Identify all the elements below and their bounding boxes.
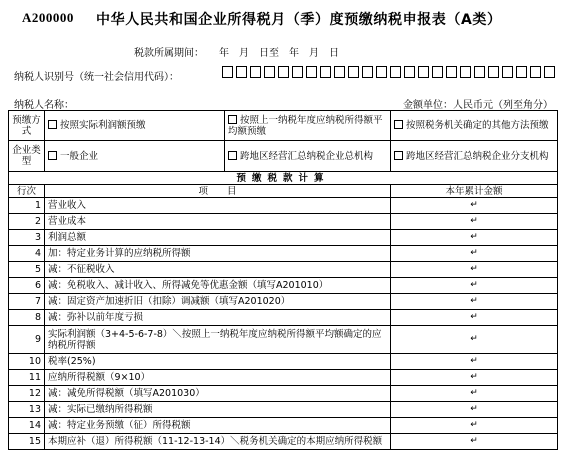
- line-no: 8: [9, 310, 45, 326]
- line-no: 13: [9, 402, 45, 418]
- line-no: 2: [9, 214, 45, 230]
- id-digit-box[interactable]: [446, 66, 457, 78]
- table-row: [9, 278, 558, 294]
- id-digit-box[interactable]: [264, 66, 275, 78]
- table-row: [9, 310, 558, 326]
- id-digit-box[interactable]: [348, 66, 359, 78]
- form-code: A200000: [22, 10, 74, 25]
- table-row: [9, 386, 558, 402]
- item-label: 本期应补（退）所得税额（11-12-13-14）＼税务机关确定的本期应纳所得税额: [45, 434, 391, 450]
- checkbox-icon[interactable]: [228, 151, 237, 160]
- prepay-option-actual[interactable]: 按照实际利润额预缴: [45, 111, 225, 141]
- id-digit-box[interactable]: [432, 66, 443, 78]
- line-no: 1: [9, 198, 45, 214]
- item-label: 实际利润额（3+4-5-6-7-8）＼按照上一纳税年度应纳税所得额平均额确定的应纳税所得额: [45, 326, 391, 354]
- checkbox-icon[interactable]: [394, 151, 403, 160]
- item-label: 税率(25%): [45, 354, 391, 370]
- item-label: 减：不征税收入: [45, 262, 391, 278]
- prepay-option-other[interactable]: 按照税务机关确定的其他方法预缴: [391, 111, 558, 141]
- taxpayer-id-label: 纳税人识别号（统一社会信用代码）：: [14, 72, 179, 83]
- line-no: 15: [9, 434, 45, 450]
- amount-cell[interactable]: ↵: [391, 246, 558, 262]
- amount-cell[interactable]: ↵: [391, 370, 558, 386]
- id-digit-box[interactable]: [236, 66, 247, 78]
- item-label: 应纳所得税额（9×10）: [45, 370, 391, 386]
- id-digit-box[interactable]: [516, 66, 527, 78]
- item-label: 减：减免所得税额（填写A201030）: [45, 386, 391, 402]
- table-row: [9, 294, 558, 310]
- id-digit-box[interactable]: [530, 66, 541, 78]
- item-label: 营业成本: [45, 214, 391, 230]
- id-digit-box[interactable]: [390, 66, 401, 78]
- line-no: 6: [9, 278, 45, 294]
- tax-form-table: [8, 110, 558, 450]
- table-row: [9, 434, 558, 450]
- line-no: 10: [9, 354, 45, 370]
- checkbox-icon[interactable]: [48, 151, 57, 160]
- id-digit-box[interactable]: [418, 66, 429, 78]
- table-row: [9, 214, 558, 230]
- item-label: 营业收入: [45, 198, 391, 214]
- amount-cell[interactable]: ↵: [391, 214, 558, 230]
- id-digit-box[interactable]: [376, 66, 387, 78]
- line-no: 4: [9, 246, 45, 262]
- line-no: 7: [9, 294, 45, 310]
- table-row: [9, 326, 558, 354]
- section-title: 预缴税款计算: [9, 172, 558, 185]
- table-row: [9, 418, 558, 434]
- amount-cell[interactable]: ↵: [391, 262, 558, 278]
- item-label: 减：免税收入、减计收入、所得减免等优惠金额（填写A201010）: [45, 278, 391, 294]
- id-digit-box[interactable]: [320, 66, 331, 78]
- amount-cell[interactable]: ↵: [391, 294, 558, 310]
- taxpayer-id-boxes[interactable]: [222, 66, 555, 80]
- id-digit-box[interactable]: [488, 66, 499, 78]
- id-digit-box[interactable]: [544, 66, 555, 78]
- id-digit-box[interactable]: [292, 66, 303, 78]
- amount-cell[interactable]: ↵: [391, 434, 558, 450]
- checkbox-icon[interactable]: [228, 115, 237, 124]
- amount-cell[interactable]: ↵: [391, 386, 558, 402]
- id-digit-box[interactable]: [250, 66, 261, 78]
- id-digit-box[interactable]: [502, 66, 513, 78]
- amount-cell[interactable]: ↵: [391, 230, 558, 246]
- item-label: 减：弥补以前年度亏损: [45, 310, 391, 326]
- table-row: [9, 246, 558, 262]
- id-digit-box[interactable]: [278, 66, 289, 78]
- id-digit-box[interactable]: [222, 66, 233, 78]
- section-title-row: [9, 172, 558, 185]
- enterprise-option-branch[interactable]: 跨地区经营汇总纳税企业分支机构: [391, 141, 558, 172]
- item-label: 利润总额: [45, 230, 391, 246]
- amount-cell[interactable]: ↵: [391, 326, 558, 354]
- id-digit-box[interactable]: [404, 66, 415, 78]
- line-no: 14: [9, 418, 45, 434]
- prepay-method-row: [9, 111, 558, 141]
- id-digit-box[interactable]: [474, 66, 485, 78]
- line-no: 12: [9, 386, 45, 402]
- id-digit-box[interactable]: [460, 66, 471, 78]
- item-label: 减：特定业务预缴（征）所得税额: [45, 418, 391, 434]
- line-no: 9: [9, 326, 45, 354]
- id-digit-box[interactable]: [306, 66, 317, 78]
- line-no: 3: [9, 230, 45, 246]
- table-row: [9, 354, 558, 370]
- checkbox-icon[interactable]: [48, 120, 57, 129]
- amount-cell[interactable]: ↵: [391, 418, 558, 434]
- column-header-row: [9, 185, 558, 198]
- item-label: 加：特定业务计算的应纳税所得额: [45, 246, 391, 262]
- checkbox-icon[interactable]: [394, 120, 403, 129]
- enterprise-type-row: [9, 141, 558, 172]
- col-line-no-header: 行次: [9, 185, 45, 198]
- amount-unit-label: 金额单位：人民币元（列至角分）: [403, 100, 553, 111]
- amount-cell[interactable]: ↵: [391, 278, 558, 294]
- tax-period: 税款所属期间： 年 月 日至 年 月 日: [134, 48, 339, 59]
- table-row: [9, 262, 558, 278]
- id-digit-box[interactable]: [362, 66, 373, 78]
- prepay-option-average[interactable]: 按照上一纳税年度应纳税所得额平均额预缴: [225, 111, 391, 141]
- item-label: 减：实际已缴纳所得税额: [45, 402, 391, 418]
- id-digit-box[interactable]: [334, 66, 345, 78]
- amount-cell[interactable]: ↵: [391, 198, 558, 214]
- table-row: [9, 370, 558, 386]
- enterprise-type-label: 企业类型: [9, 141, 45, 172]
- line-no: 5: [9, 262, 45, 278]
- col-amount-header: 本年累计金额: [391, 185, 558, 198]
- table-row: [9, 230, 558, 246]
- line-no: 11: [9, 370, 45, 386]
- col-item-header: 项 目: [45, 185, 391, 198]
- prepay-method-label: 预缴方式: [9, 111, 45, 141]
- amount-cell[interactable]: ↵: [391, 354, 558, 370]
- amount-cell[interactable]: ↵: [391, 310, 558, 326]
- table-row: [9, 198, 558, 214]
- enterprise-option-head[interactable]: 跨地区经营汇总纳税企业总机构: [225, 141, 391, 172]
- taxpayer-name-label: 纳税人名称：: [14, 100, 74, 111]
- amount-cell[interactable]: ↵: [391, 402, 558, 418]
- item-label: 减：固定资产加速折旧（扣除）调减额（填写A201020）: [45, 294, 391, 310]
- form-title: 中华人民共和国企业所得税月（季）度预缴纳税申报表（A类）: [96, 12, 502, 28]
- table-row: [9, 402, 558, 418]
- enterprise-option-general[interactable]: 一般企业: [45, 141, 225, 172]
